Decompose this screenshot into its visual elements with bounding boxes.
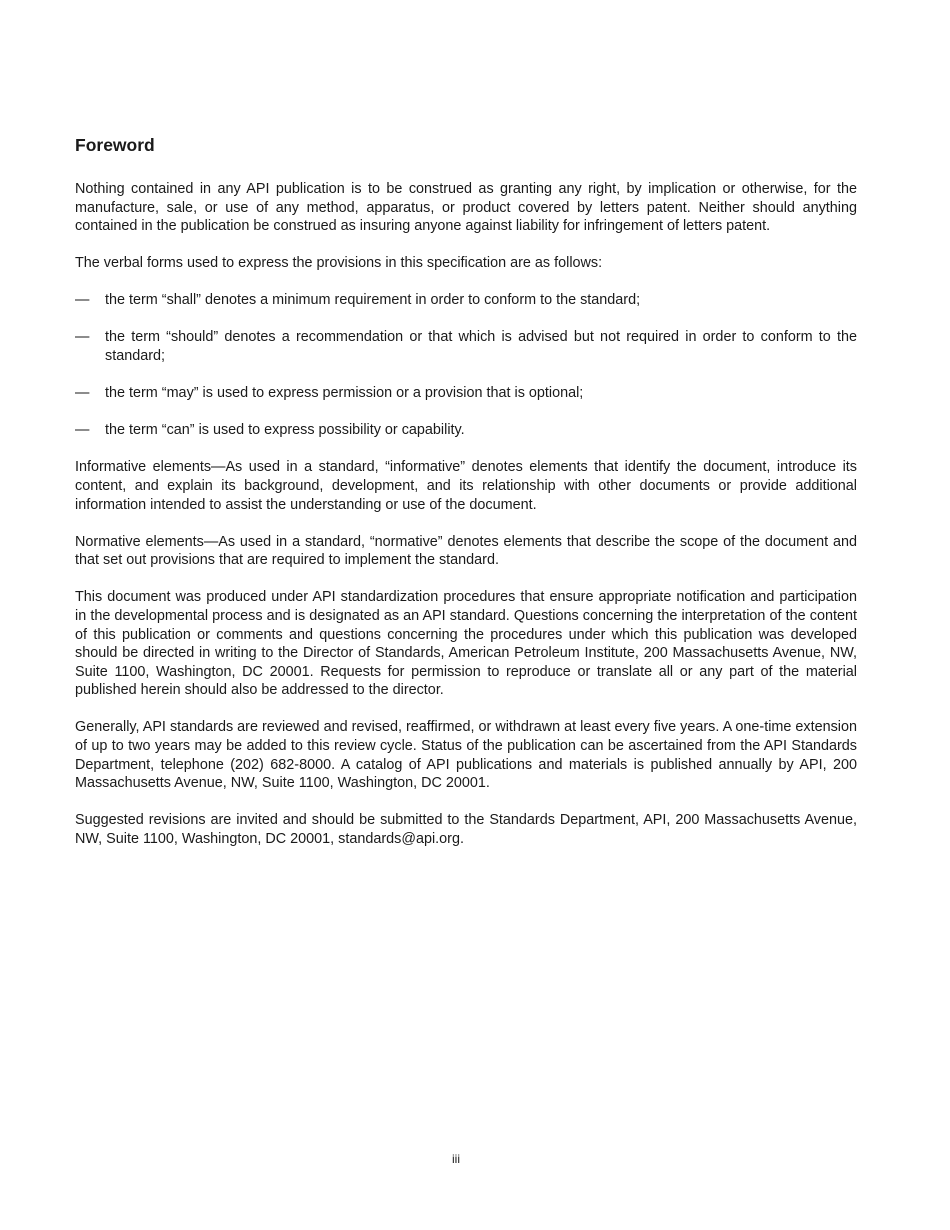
list-item-should (75, 328, 857, 365)
verbal-forms-intro: The verbal forms used to express the provisions in this specification are as follows: (75, 255, 603, 272)
list-item-shall (75, 291, 857, 310)
dash-marker: — (75, 292, 90, 309)
procedures-paragraph: This document was produced under API standardization procedures that ensure appropriate notification and participation in the developmental process and is designated as an API standard. Questions concerning the interpretation of the content of this publication or comments and questions concerning the procedures under which this publication was developed should be directed in writing to the Director of Standards, American Petroleum Institute, 200 Massachusetts Avenue, NW, Suite 1100, Washington, DC 20001. Requests for permission to reproduce or translate all or any part of the material published herein should also be addressed to the director. (75, 589, 857, 699)
page-title: Foreword (75, 135, 155, 155)
page-number: iii (452, 1152, 460, 1166)
list-item-text: the term “shall” denotes a minimum requirement in order to conform to the standard; (105, 292, 641, 309)
dash-marker: — (75, 329, 90, 346)
dash-marker: — (75, 385, 90, 402)
list-item-text: the term “should” denotes a recommendation or that which is advised but not required in order to conform to the standard; (105, 329, 857, 365)
intro-paragraph: Nothing contained in any API publication is to be construed as granting any right, by implication or otherwise, for the manufacture, sale, or use of any method, apparatus, or product covered by letters patent. Neither should anything contained in the publication be construed as insuring anyone against liability for infringement of letters patent. (75, 181, 857, 235)
list-item-text: the term “may” is used to express permission or a provision that is optional; (105, 385, 584, 402)
dash-marker: — (75, 422, 90, 439)
informative-paragraph: Informative elements—As used in a standard, “informative” denotes elements that identify the document, introduce its content, and explain its background, development, and its relationship with other documents or provide additional information intended to assist the understanding or use of the document. (75, 459, 857, 513)
review-paragraph: Generally, API standards are reviewed and revised, reaffirmed, or withdrawn at least every five years. A one-time extension of up to two years may be added to this review cycle. Status of the publication can be ascertained from the API Standards Department, telephone (202) 682-8000. A catalog of API publications and materials is published annually by API, 200 Massachusetts Avenue, NW, Suite 1100, Washington, DC 20001. (75, 719, 857, 792)
list-item-text: the term “can” is used to express possibility or capability. (105, 422, 465, 439)
list-item-may (75, 384, 857, 403)
list-item-can (75, 421, 857, 440)
page-content (75, 134, 857, 867)
revisions-paragraph: Suggested revisions are invited and should be submitted to the Standards Department, API, 200 Massachusetts Avenue, NW, Suite 1100, Washington, DC 20001, standards@api.org. (75, 812, 857, 847)
normative-paragraph: Normative elements—As used in a standard, “normative” denotes elements that describe the scope of the document and that set out provisions that are required to implement the standard. (75, 533, 857, 569)
